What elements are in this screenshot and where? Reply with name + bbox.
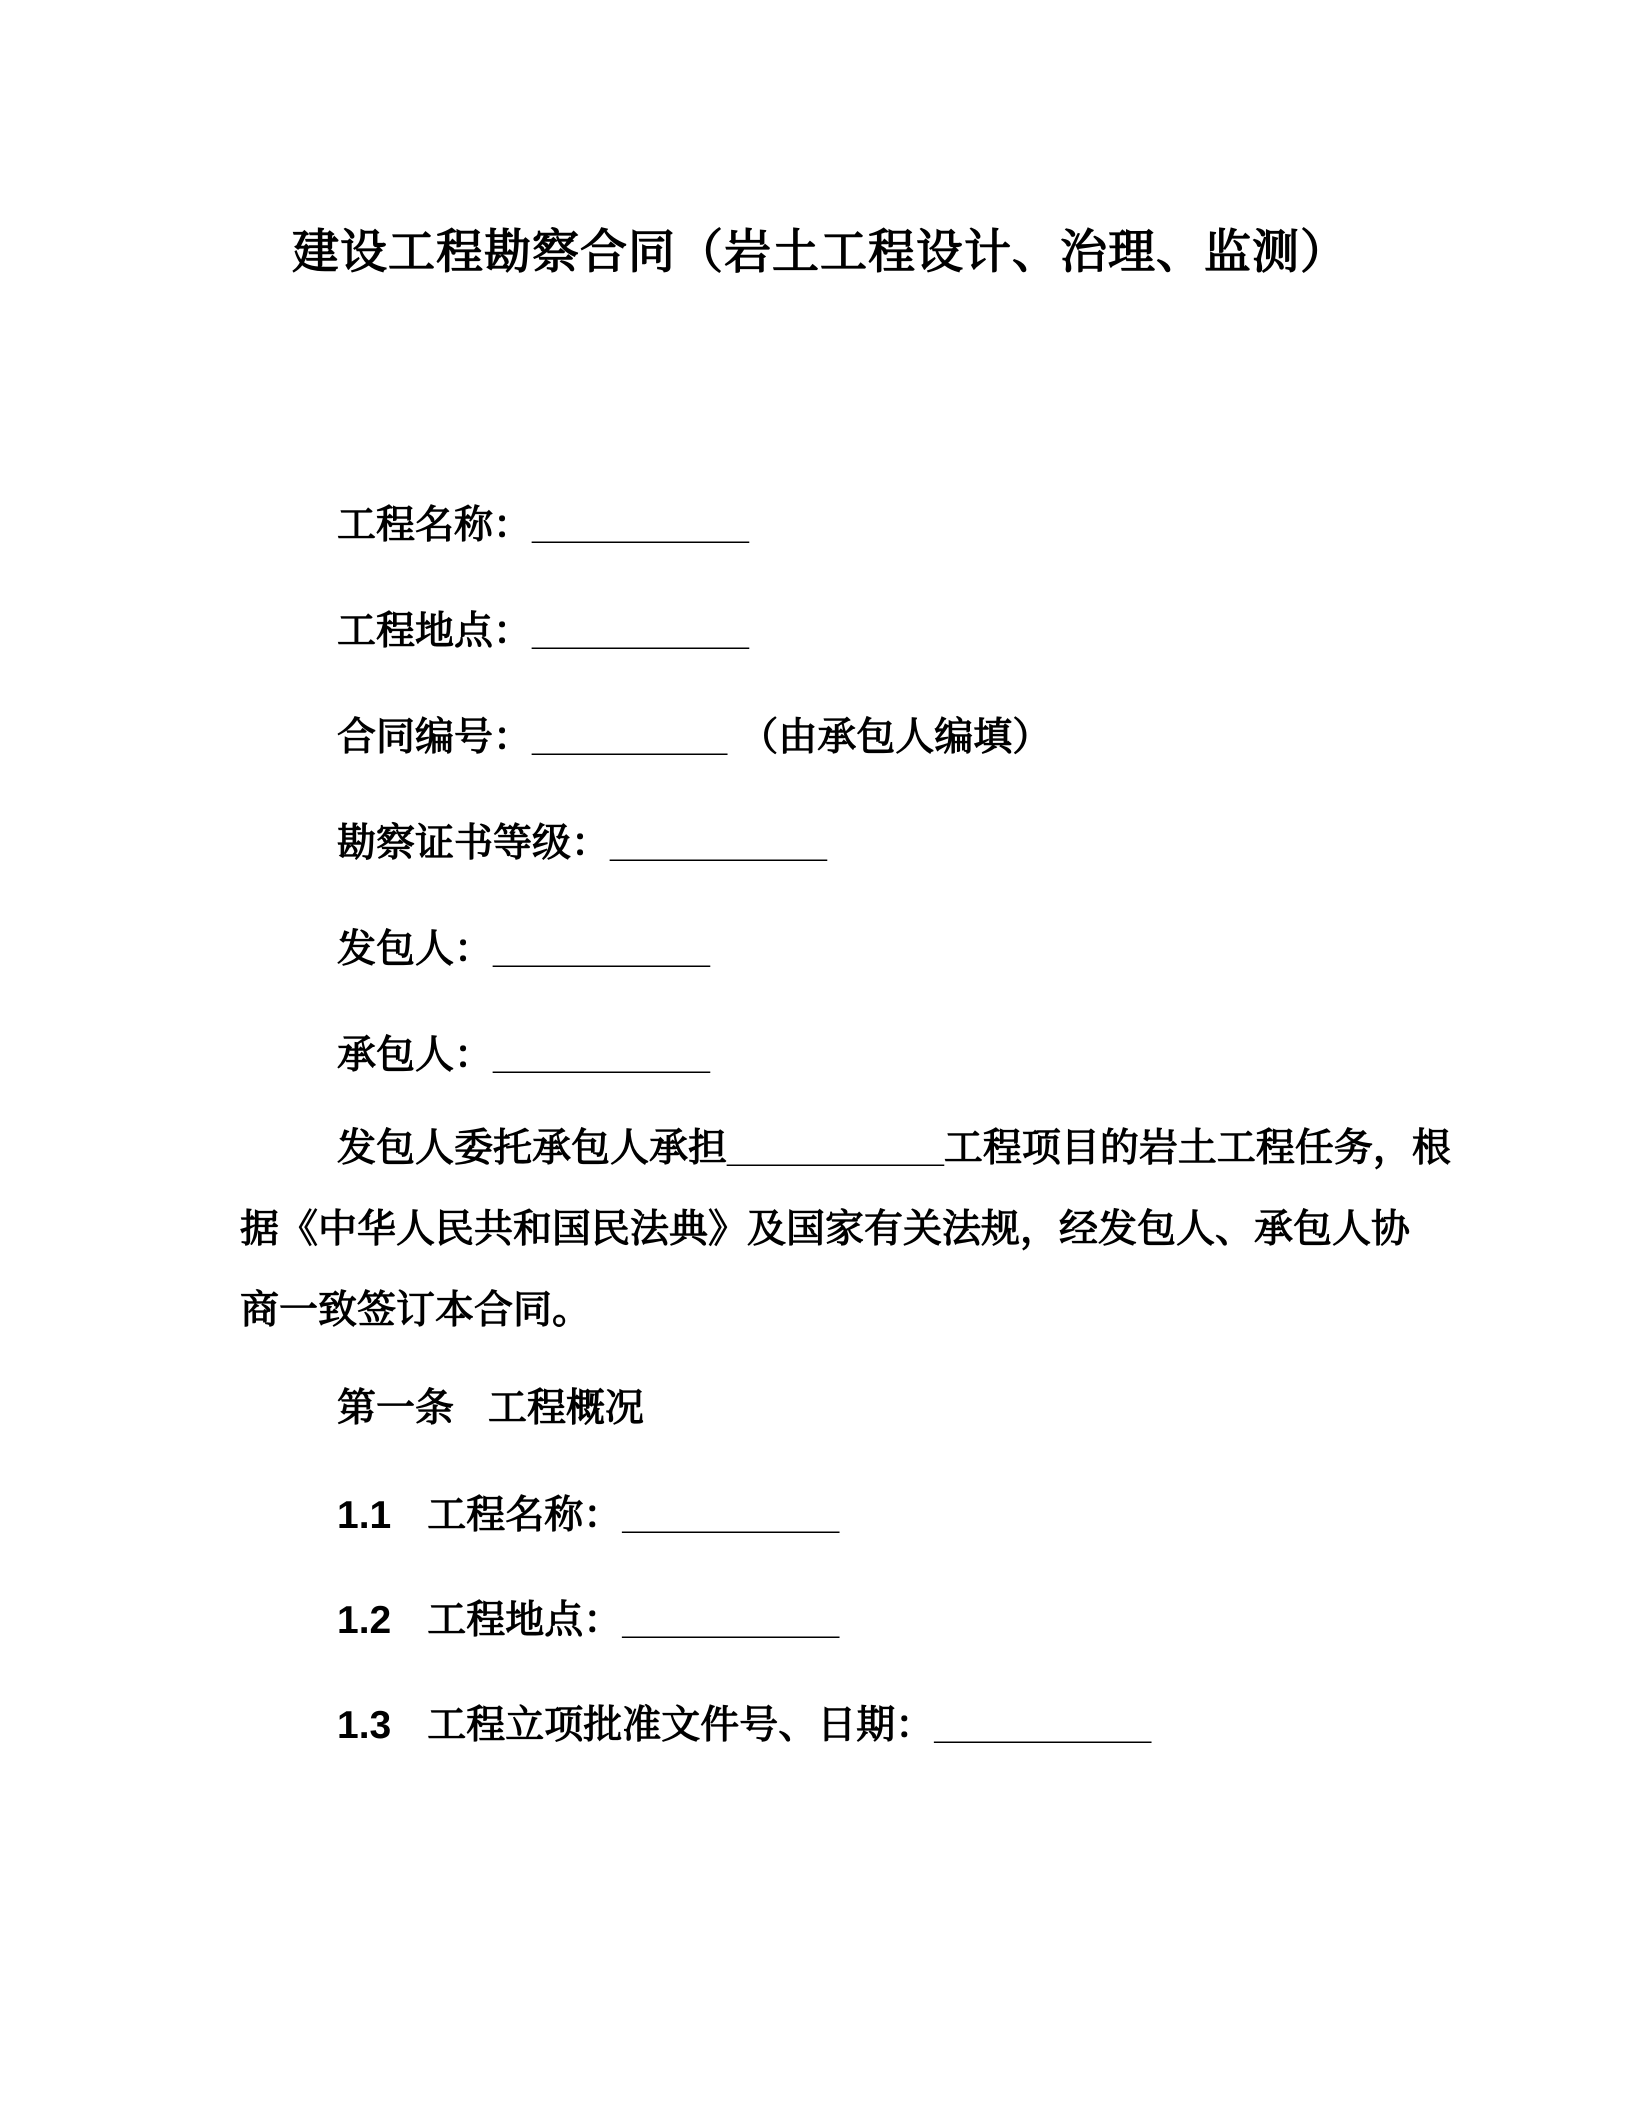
intro-line-3: 商一致签订本合同。 [240,1289,592,1332]
field-blank-survey-certificate-grade[interactable]: __________ [610,822,827,865]
field-label-employer: 发包人： [337,928,494,971]
field-line-contract-number [240,697,1400,778]
item-line-1-1 [240,1475,1400,1556]
section-1-items [240,1475,1400,1766]
field-label-project-name: 工程名称： [337,504,533,547]
item-line-1-2 [240,1580,1400,1661]
item-number-1-3: 1.3 [337,1704,392,1747]
field-label-contract-number: 合同编号： [337,716,533,759]
field-label-contractor: 承包人： [337,1034,494,1077]
item-label-1-3: 工程立项批准文件号、日期： [427,1704,935,1747]
field-blank-contract-number[interactable]: _________ [532,716,728,759]
intro-line-1-post: 工程项目的岩土工程任务，根 [943,1127,1451,1170]
field-label-survey-certificate-grade: 勘察证书等级： [337,822,611,865]
intro-line-2: 据《中华人民共和国民法典》及国家有关法规，经发包人、承包人协 [240,1208,1411,1251]
field-blank-employer[interactable]: __________ [493,928,710,971]
intro-paragraph [240,1108,1451,1351]
section-1-title: 工程概况 [488,1387,645,1430]
field-line-project-name [240,485,1400,566]
item-label-1-2: 工程地点： [427,1599,623,1642]
document-title: 建设工程勘察合同（岩土工程设计、治理、监测） [292,225,1348,278]
item-line-1-3 [240,1685,1400,1766]
header-fields [240,485,1400,1096]
field-line-employer [240,909,1400,990]
intro-blank-project[interactable]: __________ [727,1127,944,1170]
item-blank-1-3[interactable]: __________ [934,1704,1152,1747]
item-blank-1-1[interactable]: __________ [622,1494,840,1537]
intro-line-1-pre: 发包人委托承包人承担 [337,1127,728,1170]
field-label-project-location: 工程地点： [337,610,533,653]
field-line-contractor [240,1015,1400,1096]
section-1-number: 第一条 [337,1387,455,1430]
item-number-1-1: 1.1 [337,1494,392,1537]
field-blank-project-location[interactable]: __________ [532,610,749,653]
field-blank-contractor[interactable]: __________ [493,1034,710,1077]
item-label-1-1: 工程名称： [427,1494,623,1537]
item-number-1-2: 1.2 [337,1599,392,1642]
field-suffix-contract-number: （由承包人编填） [739,716,1052,759]
field-line-survey-certificate-grade [240,803,1400,884]
field-line-project-location [240,591,1400,672]
field-blank-project-name[interactable]: __________ [532,504,749,547]
intro-line-1 [240,1108,1451,1189]
section-1-heading [240,1368,1400,1449]
item-blank-1-2[interactable]: __________ [622,1599,840,1642]
